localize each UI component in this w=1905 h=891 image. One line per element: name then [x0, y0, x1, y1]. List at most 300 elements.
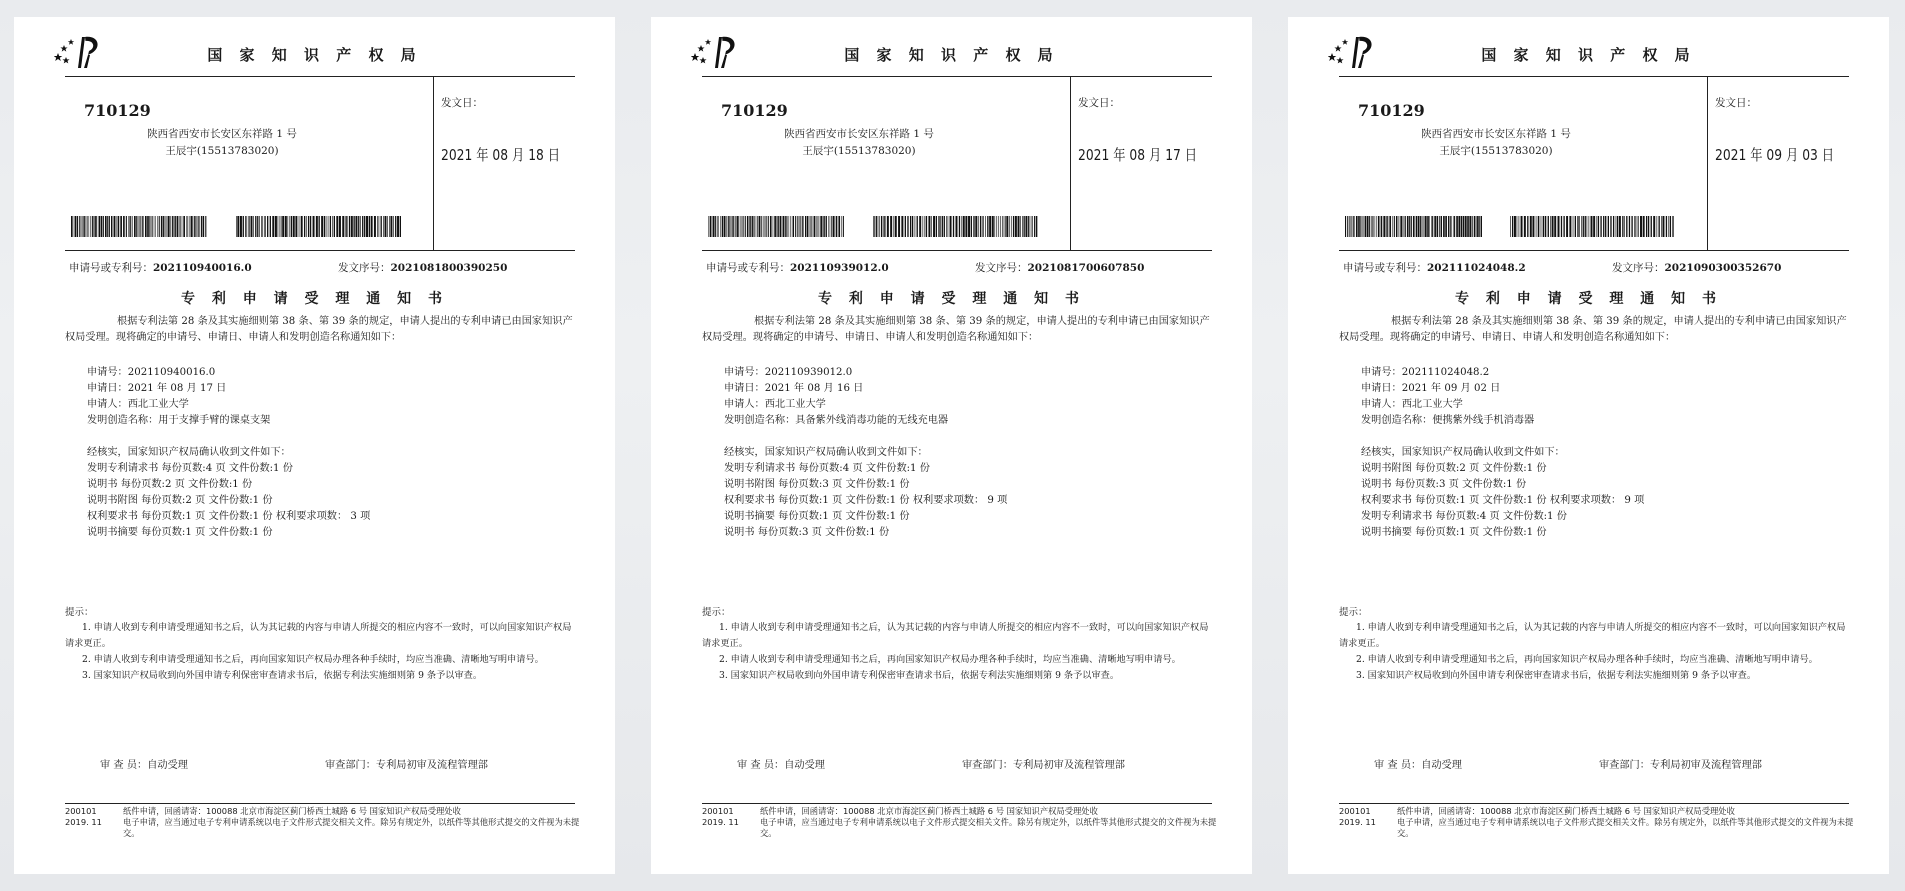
barcode-bar: [843, 216, 844, 237]
barcode-bar: [1651, 216, 1652, 237]
barcode-bar: [1598, 216, 1599, 237]
barcode-bar: [342, 216, 344, 237]
notice-title: 专 利 申 请 受 理 通 知 书: [181, 291, 448, 307]
barcode-bar: [1587, 216, 1588, 237]
barcode-bar: [1638, 216, 1639, 237]
barcode-bar: [1034, 216, 1035, 237]
barcode-bar: [980, 216, 981, 237]
barcode-bar: [759, 216, 760, 237]
barcode-bar: [326, 216, 327, 237]
footer-form-date: 2019. 11: [65, 817, 102, 827]
barcode-bar: [189, 216, 190, 237]
barcode-bar: [720, 216, 721, 237]
barcode-bar: [1608, 216, 1609, 237]
patent-notice-document: [1288, 17, 1889, 874]
barcode-bar: [1476, 216, 1477, 237]
barcode-bar: [1349, 216, 1350, 237]
barcode-bar: [1469, 216, 1471, 237]
barcode-bar: [1554, 216, 1556, 237]
header-vertical-divider: [1707, 76, 1708, 250]
footer-form-code: 200101: [702, 806, 734, 816]
barcode-bar: [1538, 216, 1539, 237]
barcode-bar: [785, 216, 786, 237]
barcode-bar: [718, 216, 719, 237]
address: 陕西省西安市长安区东祥路 1 号: [1421, 128, 1571, 140]
barcode-bar: [1536, 216, 1537, 237]
barcode-bar: [841, 216, 842, 237]
barcode-icon: [873, 216, 1038, 237]
barcode-bar: [1354, 216, 1355, 237]
tip-item: 3. 国家知识产权局收到向外国申请专利保密审查请求书后，依据专利法实施细则第 9 条予以审查。: [82, 670, 483, 681]
barcode-bar: [805, 216, 806, 237]
send-date: 2021 年 08 月 18 日: [441, 146, 561, 164]
received-file-line: 说明书附图 每份页数:2 页 文件份数:1 份: [1361, 463, 1547, 474]
barcode-bar: [926, 216, 927, 237]
received-file-line: 发明专利请求书 每份页数:4 页 文件份数:1 份: [724, 463, 930, 474]
barcode-bar: [1657, 216, 1658, 237]
barcode-bar: [743, 216, 744, 237]
barcode-bar: [194, 216, 195, 237]
barcode-bar: [1427, 216, 1429, 237]
received-file-line: 权利要求书 每份页数:1 页 文件份数:1 份 权利要求项数： 9 项: [724, 495, 1008, 506]
barcode-bar: [301, 216, 303, 237]
barcode-bar: [1524, 216, 1526, 237]
barcode-bar: [1456, 216, 1458, 237]
barcode-bar: [1422, 216, 1423, 237]
application-number-value: 202110939012.0: [790, 262, 889, 274]
barcode-bar: [1672, 216, 1673, 237]
barcode-bar: [1558, 216, 1560, 237]
footer-text: [1397, 806, 1857, 839]
barcode-bar: [881, 216, 882, 237]
barcode-bar: [828, 216, 829, 237]
barcode-bar: [766, 216, 767, 237]
barcode-bar: [726, 216, 727, 237]
barcode-bar: [324, 216, 325, 237]
barcode-bar: [1458, 216, 1460, 237]
application-detail-line: 申请日：2021 年 08 月 17 日: [87, 383, 227, 394]
barcode-bar: [87, 216, 88, 237]
barcode-bar: [1579, 216, 1580, 237]
barcode-bar: [1405, 216, 1406, 237]
barcode-bar: [253, 216, 254, 237]
barcode-bar: [770, 216, 772, 237]
barcode-bar: [1613, 216, 1614, 237]
barcode-bar: [143, 216, 144, 237]
application-number-label: 申请号或专利号：: [1343, 262, 1427, 274]
barcode-bar: [1467, 216, 1469, 237]
barcode-bar: [1020, 216, 1021, 237]
barcode-bar: [149, 216, 150, 237]
barcode-bar: [270, 216, 271, 237]
footer-text-electronic: 电子申请，应当通过电子专利申请系统以电子文件形式提交相关文件。除另有规定外，以纸件等其他形式提交的文件视为未提交。: [123, 817, 580, 838]
barcode-bar: [1453, 216, 1454, 237]
barcode-bar: [205, 216, 206, 237]
barcode-bar: [1381, 216, 1383, 237]
barcode-bar: [1593, 216, 1595, 237]
barcode-bar: [101, 216, 103, 237]
barcode-bar: [768, 216, 769, 237]
barcode-bar: [824, 216, 825, 237]
barcode-bar: [905, 216, 906, 237]
barcode-bar: [717, 216, 718, 237]
received-file-line: 权利要求书 每份页数:1 页 文件份数:1 份 权利要求项数： 3 项: [87, 511, 371, 522]
barcode-bar: [267, 216, 268, 237]
barcode-bar: [1521, 216, 1523, 237]
barcode-bar: [780, 216, 782, 237]
barcode-bar: [1445, 216, 1447, 237]
barcode-bar: [973, 216, 974, 237]
barcode-bar: [1643, 216, 1645, 237]
barcode-bar: [175, 216, 176, 237]
received-file-line: 说明书摘要 每份页数:1 页 文件份数:1 份: [724, 511, 910, 522]
application-detail-line: 申请号：202110940016.0: [87, 367, 216, 378]
tips-heading: 提示：: [1339, 607, 1368, 618]
barcode-bar: [800, 216, 801, 237]
barcode-bar: [1610, 216, 1611, 237]
barcode-bar: [1519, 216, 1520, 237]
barcode-bar: [971, 216, 972, 237]
barcode-icon: [236, 216, 401, 237]
barcode-bar: [1591, 216, 1593, 237]
barcode-bar: [90, 216, 91, 237]
header-divider: [702, 76, 1212, 77]
barcode-bar: [773, 216, 774, 237]
barcode-bar: [985, 216, 986, 237]
barcode-bar: [1540, 216, 1541, 237]
barcode-bar: [987, 216, 988, 237]
barcode-bar: [154, 216, 155, 237]
barcode-bar: [790, 216, 791, 237]
barcode-bar: [282, 216, 284, 237]
barcode-bar: [1031, 216, 1032, 237]
footer-text-electronic: 电子申请，应当通过电子专利申请系统以电子文件形式提交相关文件。除另有规定外，以纸件等其他形式提交的文件视为未提交。: [1397, 817, 1854, 838]
barcode-bar: [715, 216, 716, 237]
barcode-bar: [1542, 216, 1543, 237]
review-department: 审查部门：专利局初审及流程管理部: [962, 760, 1125, 771]
barcode-bar: [180, 216, 181, 237]
barcode-bar: [1389, 216, 1391, 237]
barcode-bar: [907, 216, 908, 237]
barcode-bar: [377, 216, 378, 237]
barcode-bar: [1424, 216, 1425, 237]
barcode-bar: [1569, 216, 1571, 237]
barcode-bar: [826, 216, 827, 237]
send-serial-number: [338, 260, 507, 275]
barcode-bar: [732, 216, 733, 237]
barcode-bar: [884, 216, 885, 237]
barcode-bar: [1009, 216, 1010, 237]
barcode-bar: [1454, 216, 1455, 237]
barcode-bar: [295, 216, 297, 237]
barcode-bar: [107, 216, 108, 237]
barcode-bar: [393, 216, 394, 237]
barcode-bar: [1000, 216, 1001, 237]
application-detail-line: 申请人：西北工业大学: [724, 399, 826, 410]
barcode-bar: [998, 216, 999, 237]
barcode-bar: [1668, 216, 1669, 237]
address: 陕西省西安市长安区东祥路 1 号: [784, 128, 934, 140]
barcode-bar: [201, 216, 202, 237]
barcode-bar: [183, 216, 185, 237]
barcode-bar: [379, 216, 380, 237]
barcode-bar: [251, 216, 253, 237]
barcode-bar: [1023, 216, 1024, 237]
barcode-bar: [809, 216, 810, 237]
barcode-bar: [810, 216, 811, 237]
barcode-bar: [1032, 216, 1033, 237]
barcode-bar: [1413, 216, 1415, 237]
application-number-label: 申请号或专利号：: [69, 262, 153, 274]
barcode-bar: [289, 216, 290, 237]
tip-item: 1. 申请人收到专利申请受理通知书之后，认为其记载的内容与申请人所提交的相应内容不一致时，可以向国家知识产权局请求更正。: [1339, 622, 1846, 649]
barcode-bar: [287, 216, 288, 237]
footer-form-code: 200101: [65, 806, 97, 816]
barcode-bar: [257, 216, 258, 237]
tip-item: 2. 申请人收到专利申请受理通知书之后，再向国家知识产权局办理各种手续时，均应当准确、清晰地写明申请号。: [82, 654, 544, 665]
barcode-bar: [946, 216, 947, 237]
barcode-bar: [285, 216, 287, 237]
received-file-line: 说明书 每份页数:3 页 文件份数:1 份: [1361, 479, 1527, 490]
send-serial-label: 发文序号：: [1612, 262, 1665, 274]
postcode: 710129: [84, 101, 151, 120]
barcode-bar: [944, 216, 945, 237]
barcode-bar: [1347, 216, 1348, 237]
footer-divider: [65, 803, 575, 804]
barcode-bar: [1386, 216, 1387, 237]
barcode-bar: [1416, 216, 1418, 237]
footer-form-code: 200101: [1339, 806, 1371, 816]
barcode-bar: [1409, 216, 1410, 237]
barcode-bar: [95, 216, 97, 237]
barcode-bar: [878, 216, 879, 237]
barcode-bar: [1640, 216, 1642, 237]
barcode-bar: [1006, 216, 1008, 237]
barcode-bar: [1013, 216, 1014, 237]
barcode-bar: [1353, 216, 1354, 237]
barcode-bar: [883, 216, 884, 237]
barcode-bar: [358, 216, 359, 237]
barcode-bar: [1573, 216, 1574, 237]
barcode-bar: [81, 216, 82, 237]
barcode-bar: [1036, 216, 1037, 237]
barcode-bar: [400, 216, 401, 237]
recipient: 王辰宇(15513783020): [1439, 145, 1553, 157]
application-number: [1343, 260, 1526, 275]
barcode-bar: [965, 216, 967, 237]
barcode-bar: [757, 216, 758, 237]
barcode-bar: [281, 216, 282, 237]
barcode-bar: [928, 216, 930, 237]
barcode-bar: [1360, 216, 1361, 237]
barcode-bar: [1662, 216, 1664, 237]
send-serial-value: 2021081700607850: [1027, 262, 1145, 274]
barcode-bar: [89, 216, 90, 237]
barcode-divider: [702, 250, 1212, 251]
barcode-bar: [936, 216, 937, 237]
barcode-divider: [1339, 250, 1849, 251]
barcode-bar: [761, 216, 762, 237]
received-file-line: 说明书附图 每份页数:3 页 文件份数:1 份: [724, 479, 910, 490]
barcode-bar: [1461, 216, 1463, 237]
barcode-bar: [1548, 216, 1549, 237]
barcode-bar: [103, 216, 104, 237]
barcode-bar: [355, 216, 357, 237]
barcode-bar: [710, 216, 712, 237]
send-date: 2021 年 08 月 17 日: [1078, 146, 1198, 164]
barcode-bar: [756, 216, 757, 237]
barcode-bar: [968, 216, 970, 237]
barcode-bar: [155, 216, 156, 237]
received-file-line: 说明书 每份页数:2 页 文件份数:1 份: [87, 479, 253, 490]
barcode-bar: [248, 216, 249, 237]
barcode-bar: [134, 216, 136, 237]
barcode-bar: [1394, 216, 1395, 237]
barcode-bar: [237, 216, 239, 237]
barcode-bar: [130, 216, 131, 237]
notice-title: 专 利 申 请 受 理 通 知 书: [1455, 291, 1722, 307]
barcode-bar: [249, 216, 250, 237]
barcode-bar: [321, 216, 323, 237]
barcode-bar: [1425, 216, 1427, 237]
barcode-bar: [708, 216, 709, 237]
review-department: 审查部门：专利局初审及流程管理部: [325, 760, 488, 771]
barcode-bar: [823, 216, 824, 237]
barcode-bar: [789, 216, 790, 237]
barcode-bar: [1451, 216, 1452, 237]
received-file-line: 发明专利请求书 每份页数:4 页 文件份数:1 份: [87, 463, 293, 474]
barcode-bar: [814, 216, 816, 237]
barcode-bar: [310, 216, 311, 237]
barcode-bar: [838, 216, 840, 237]
barcode-bar: [262, 216, 263, 237]
barcode-bar: [1653, 216, 1655, 237]
tip-item: 2. 申请人收到专利申请受理通知书之后，再向国家知识产权局办理各种手续时，均应当准确、清晰地写明申请号。: [1356, 654, 1818, 665]
barcode-bar: [795, 216, 796, 237]
barcode-bar: [959, 216, 960, 237]
barcode-bar: [753, 216, 754, 237]
reviewer: 审 查 员：自动受理: [737, 760, 825, 771]
barcode-bar: [1577, 216, 1578, 237]
barcode-bar: [1634, 216, 1635, 237]
tip-item: 3. 国家知识产权局收到向外国申请专利保密审查请求书后，依据专利法实施细则第 9 条予以审查。: [719, 670, 1120, 681]
send-serial-label: 发文序号：: [338, 262, 391, 274]
send-serial-label: 发文序号：: [975, 262, 1028, 274]
barcode-bar: [366, 216, 368, 237]
barcode-bar: [1437, 216, 1439, 237]
barcode-bar: [147, 216, 149, 237]
barcode-bar: [1018, 216, 1020, 237]
barcode-bar: [187, 216, 188, 237]
tip-item: 1. 申请人收到专利申请受理通知书之后，认为其记载的内容与申请人所提交的相应内容不一致时，可以向国家知识产权局请求更正。: [702, 622, 1209, 649]
barcode-bar: [817, 216, 818, 237]
barcode-bar: [887, 216, 889, 237]
barcode-bar: [159, 216, 160, 237]
barcode-bar: [383, 216, 384, 237]
barcode-bar: [1626, 216, 1627, 237]
barcode-bar: [1418, 216, 1420, 237]
barcode-bar: [1629, 216, 1630, 237]
office-name: 国 家 知 识 产 权 局: [844, 46, 1059, 64]
review-department: 审查部门：专利局初审及流程管理部: [1599, 760, 1762, 771]
barcode-bar: [989, 216, 991, 237]
barcode-bar: [1479, 216, 1480, 237]
barcode-bar: [735, 216, 736, 237]
notice-title: 专 利 申 请 受 理 通 知 书: [818, 291, 1085, 307]
barcode-bar: [272, 216, 274, 237]
barcode-bar: [996, 216, 997, 237]
barcode-bar: [319, 216, 320, 237]
barcode-bar: [172, 216, 173, 237]
send-serial-value: 2021090300352670: [1664, 262, 1782, 274]
barcode-bar: [1404, 216, 1405, 237]
barcode-bar: [879, 216, 880, 237]
barcode-bar: [1603, 216, 1604, 237]
barcode-bar: [740, 216, 741, 237]
barcode-bar: [876, 216, 877, 237]
barcode-bar: [713, 216, 715, 237]
barcode-divider: [65, 250, 575, 251]
barcode-bar: [168, 216, 170, 237]
barcode-bar: [374, 216, 376, 237]
barcode-bar: [1025, 216, 1027, 237]
tip-item: 2. 申请人收到专利申请受理通知书之后，再向国家知识产权局办理各种手续时，均应当准确、清晰地写明申请号。: [719, 654, 1181, 665]
barcode-bar: [1514, 216, 1516, 237]
barcode-bar: [165, 216, 166, 237]
barcode-bar: [120, 216, 122, 237]
barcode-bar: [982, 216, 983, 237]
office-name: 国 家 知 识 产 权 局: [207, 46, 422, 64]
barcode-bar: [1616, 216, 1617, 237]
barcode-bar: [1575, 216, 1576, 237]
footer-text: [123, 806, 583, 839]
barcode-bar: [152, 216, 153, 237]
barcode-bar: [1552, 216, 1554, 237]
barcode-icon: [708, 216, 845, 237]
barcode-bar: [1474, 216, 1476, 237]
barcode-bar: [778, 216, 779, 237]
barcode-bar: [1563, 216, 1564, 237]
barcode-bar: [353, 216, 354, 237]
received-file-line: 发明专利请求书 每份页数:4 页 文件份数:1 份: [1361, 511, 1567, 522]
application-detail-line: 申请号：202111024048.2: [1361, 367, 1490, 378]
barcode-bar: [783, 216, 785, 237]
barcode-bar: [1002, 216, 1003, 237]
barcode-bar: [1351, 216, 1352, 237]
barcode-bar: [371, 216, 373, 237]
barcode-bar: [933, 216, 935, 237]
barcode-bar: [820, 216, 822, 237]
barcode-bar: [1411, 216, 1412, 237]
barcode-bar: [1661, 216, 1662, 237]
barcode-bar: [1646, 216, 1647, 237]
barcode-bar: [1532, 216, 1534, 237]
barcode-bar: [950, 216, 952, 237]
verified-statement: 经核实，国家知识产权局确认收到文件如下：: [1361, 447, 1565, 458]
barcode-bar: [1363, 216, 1364, 237]
barcode-bar: [1510, 216, 1511, 237]
barcode-bar: [198, 216, 199, 237]
barcode-bar: [132, 216, 133, 237]
footer-text-paper: 纸件申请，回函请寄：100088 北京市海淀区蓟门桥西土城路 6 号 国家知识产权局受理处收: [1397, 806, 1735, 816]
barcode-bar: [369, 216, 370, 237]
barcode-bar: [381, 216, 382, 237]
barcode-bar: [1517, 216, 1518, 237]
send-serial-number: [1612, 260, 1781, 275]
barcode-bar: [199, 216, 200, 237]
barcode-bar: [334, 216, 335, 237]
tip-item: 3. 国家知识产权局收到向外国申请专利保密审查请求书后，依据专利法实施细则第 9 条予以审查。: [1356, 670, 1757, 681]
